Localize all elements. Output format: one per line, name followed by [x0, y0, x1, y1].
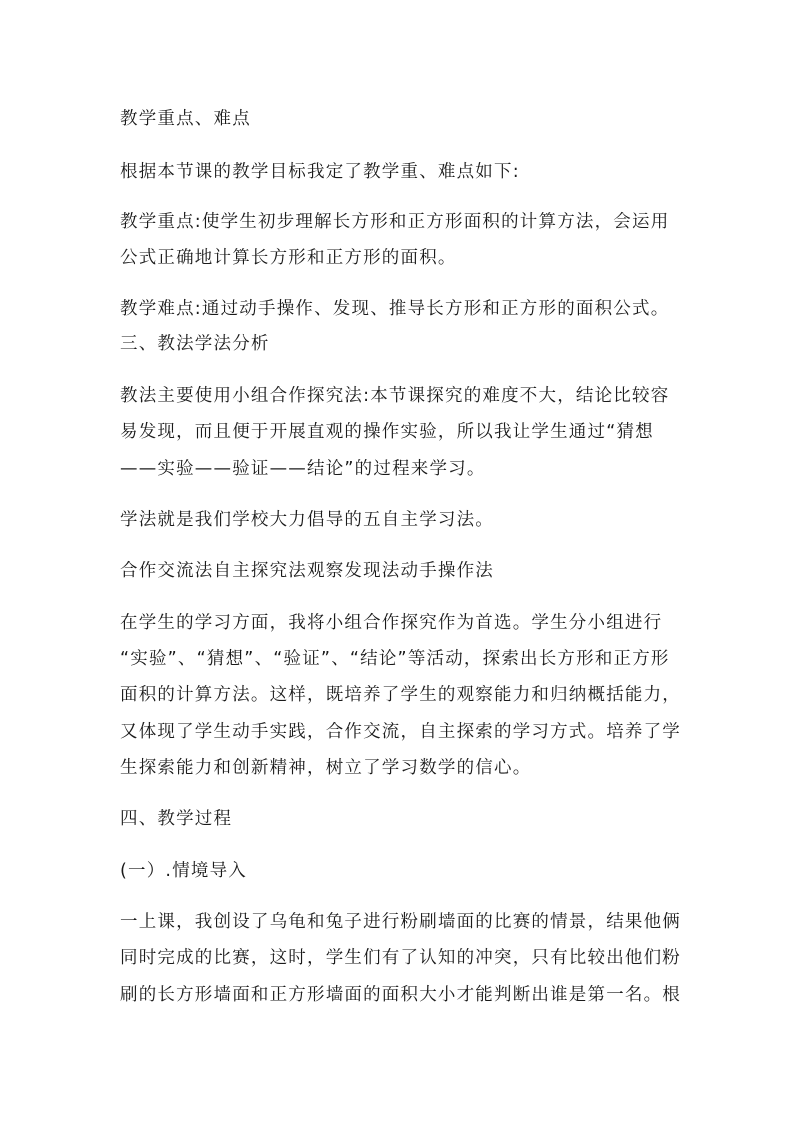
paragraph-line: 易发现，而且便于开展直观的操作实验，所以我让学生通过“猜想	[120, 422, 654, 442]
paragraph-line: 生探索能力和创新精神，树立了学习数学的信心。	[120, 758, 532, 778]
subsection-heading-scenario: (一）.情境导入	[120, 861, 247, 881]
paragraph-line: 面积的计算方法。这样，既培养了学生的观察能力和归纳概括能力，	[120, 685, 681, 705]
paragraph-line: 教学重点:使学生初步理解长方形和正方形面积的计算方法，会运用	[120, 212, 670, 232]
paragraph-line: 一上课，我创设了乌龟和兔子进行粉刷墙面的比赛的情景，结果他俩	[120, 912, 681, 932]
paragraph-line: “实验”、“猜想”、“验证”、“结论”等活动，探索出长方形和正方形	[120, 649, 670, 669]
paragraph-line: 学法就是我们学校大力倡导的五自主学习法。	[120, 510, 494, 530]
paragraph-line: 根据本节课的教学目标我定了教学重、难点如下:	[120, 162, 520, 182]
paragraph-line: 教学难点:通过动手操作、发现、推导长方形和正方形的面积公式。	[120, 299, 670, 319]
paragraph-line: ——实验——验证——结论”的过程来学习。	[120, 459, 486, 479]
paragraph-line: 公式正确地计算长方形和正方形的面积。	[120, 248, 457, 268]
paragraph-line: 刷的长方形墙面和正方形墙面的面积大小才能判断出谁是第一名。根	[120, 985, 681, 1005]
paragraph-line: 同时完成的比赛，这时，学生们有了认知的冲突，只有比较出他们粉	[120, 948, 681, 968]
section-heading-teaching-process: 四、教学过程	[120, 809, 233, 829]
paragraph-line: 又体现了学生动手实践，合作交流，自主探索的学习方式。培养了学	[120, 722, 681, 742]
paragraph-line: 教法主要使用小组合作探究法:本节课探究的难度不大，结论比较容	[120, 386, 670, 406]
paragraph-line: 合作交流法自主探究法观察发现法动手操作法	[120, 561, 494, 581]
section-heading-teaching-methods: 三、教法学法分析	[120, 334, 270, 354]
heading-key-points: 教学重点、难点	[120, 109, 251, 129]
paragraph-line: 在学生的学习方面，我将小组合作探究作为首选。学生分小组进行	[120, 613, 663, 633]
